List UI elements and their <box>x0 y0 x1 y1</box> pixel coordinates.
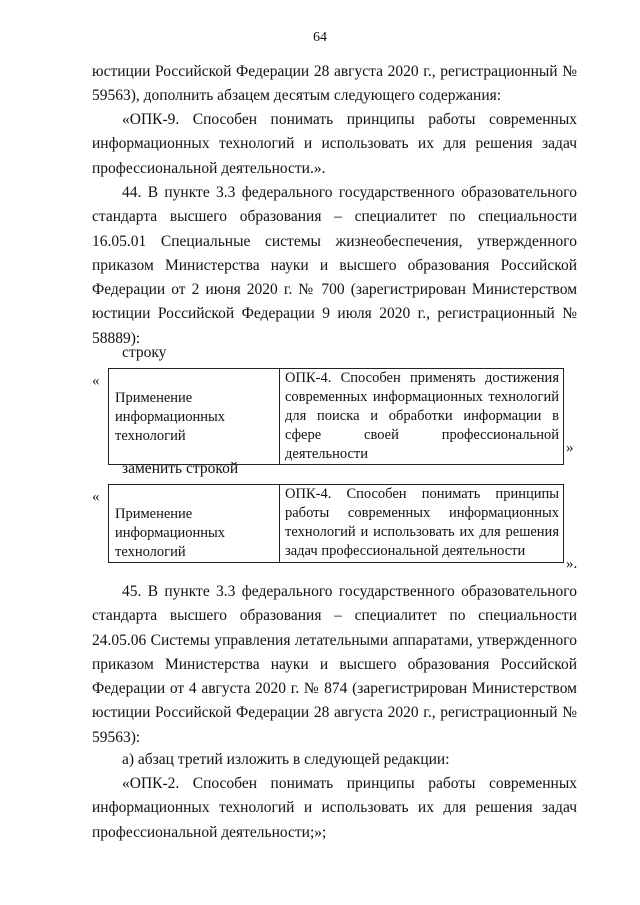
table2-open-quote: « <box>92 489 100 505</box>
paragraph-item-45: 45. В пункте 3.3 федерального государственного образовательного стандарта высшего образования – специалитет по специальности 24.05.06 Системы управления летательными аппаратами, утвержденного приказом Министерства науки и высшего образования Российской Федерации от 4 августа 2020 г. № 874 (зарегистрирован Министерством юстиции Российской Федерации 28 августа 2020 г., регистрационный № 59563): <box>92 583 577 746</box>
table1-close-quote: » <box>566 440 574 456</box>
table1-left-cell: Применение информационных технологий <box>109 369 280 465</box>
table1-open-quote: « <box>92 373 100 389</box>
table2-right-cell: ОПК-4. Способен понимать принципы работы современных информационных технологий и использовать их для решения задач профессиональной деятельности <box>280 485 564 563</box>
paragraph-opk2: «ОПК-2. Способен понимать принципы работы современных информационных технологий и использовать их для решения задач профессиональной деятельности;»; <box>92 775 577 841</box>
table2-close-quote: ». <box>566 556 578 572</box>
paragraph-subitem-a: а) абзац третий изложить в следующей редакции: <box>122 751 450 768</box>
table-original-row <box>108 368 564 465</box>
table-replacement-row <box>108 484 564 563</box>
page-number: 64 <box>313 30 327 45</box>
paragraph-item-44: 44. В пункте 3.3 федерального государственного образовательного стандарта высшего образования – специалитет по специальности 16.05.01 Специальные системы жизнеобеспечения, утвержденного приказом Министерства науки и высшего образования Российской Федерации от 2 июня 2020 г. № 700 (зарегистрирован Министерством юстиции Российской Федерации 9 июля 2020 г., регистрационный № 58889): <box>92 184 577 347</box>
paragraph-opk9: «ОПК-9. Способен понимать принципы работы современных информационных технологий и использовать их для решения задач профессиональной деятельности.». <box>92 111 577 177</box>
table1-right-cell: ОПК-4. Способен применять достижения современных информационных технологий для поиска и обработки информации в сфере своей профессиональной деятельности <box>280 369 564 465</box>
table2-left-cell: Применение информационных технологий <box>109 485 280 563</box>
label-replace: заменить строкой <box>122 460 239 477</box>
label-row: строку <box>122 344 167 361</box>
paragraph-continuation: юстиции Российской Федерации 28 августа 2020 г., регистрационный № 59563), дополнить абзацем десятым следующего содержания: <box>92 63 577 105</box>
